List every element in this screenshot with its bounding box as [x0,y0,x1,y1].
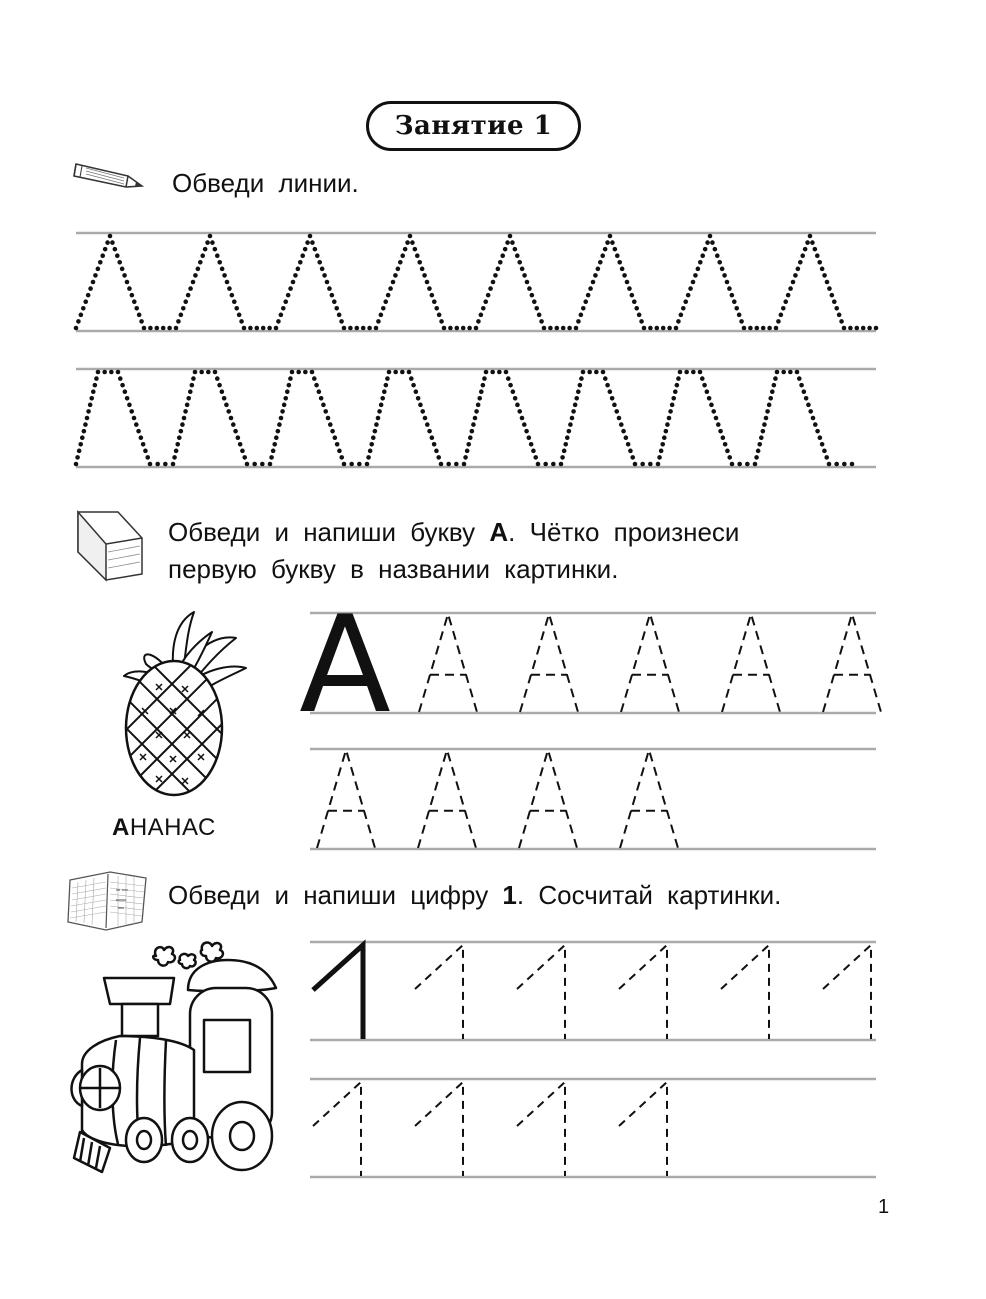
caption-rest: НАНАС [129,814,216,841]
trace-digit-1 [721,945,769,1039]
task2-instruction-post: . Чётко произнеси [508,517,740,547]
trace-digit-1 [313,1082,361,1176]
task3-instruction-post: . Сосчитай картинки. [516,880,782,910]
trace-digit-1 [415,1082,463,1176]
model-digit-1 [313,945,363,1039]
trace-digit-1 [823,945,871,1039]
task2-instruction-letter: А [489,517,509,547]
task3-instruction-digit: 1 [502,880,517,910]
task2-instruction-line2: первую букву в названии картинки. [168,554,619,584]
trace-digit-1 [517,945,565,1039]
trace-digit-1 [619,1082,667,1176]
task1-instruction: Обведи линии. [172,168,359,198]
trace-digit-1 [619,945,667,1039]
trace-digit-1 [415,945,463,1039]
task3-instruction-pre: Обведи и напиши цифру [168,880,503,910]
page-number: 1 [878,1196,890,1218]
lesson-title: Занятие 1 [394,111,553,141]
task2-instruction-pre: Обведи и напиши букву [168,517,490,547]
caption-first-letter: А [112,814,130,841]
model-letter-a: A [299,587,391,743]
trace-digit-1 [517,1082,565,1176]
